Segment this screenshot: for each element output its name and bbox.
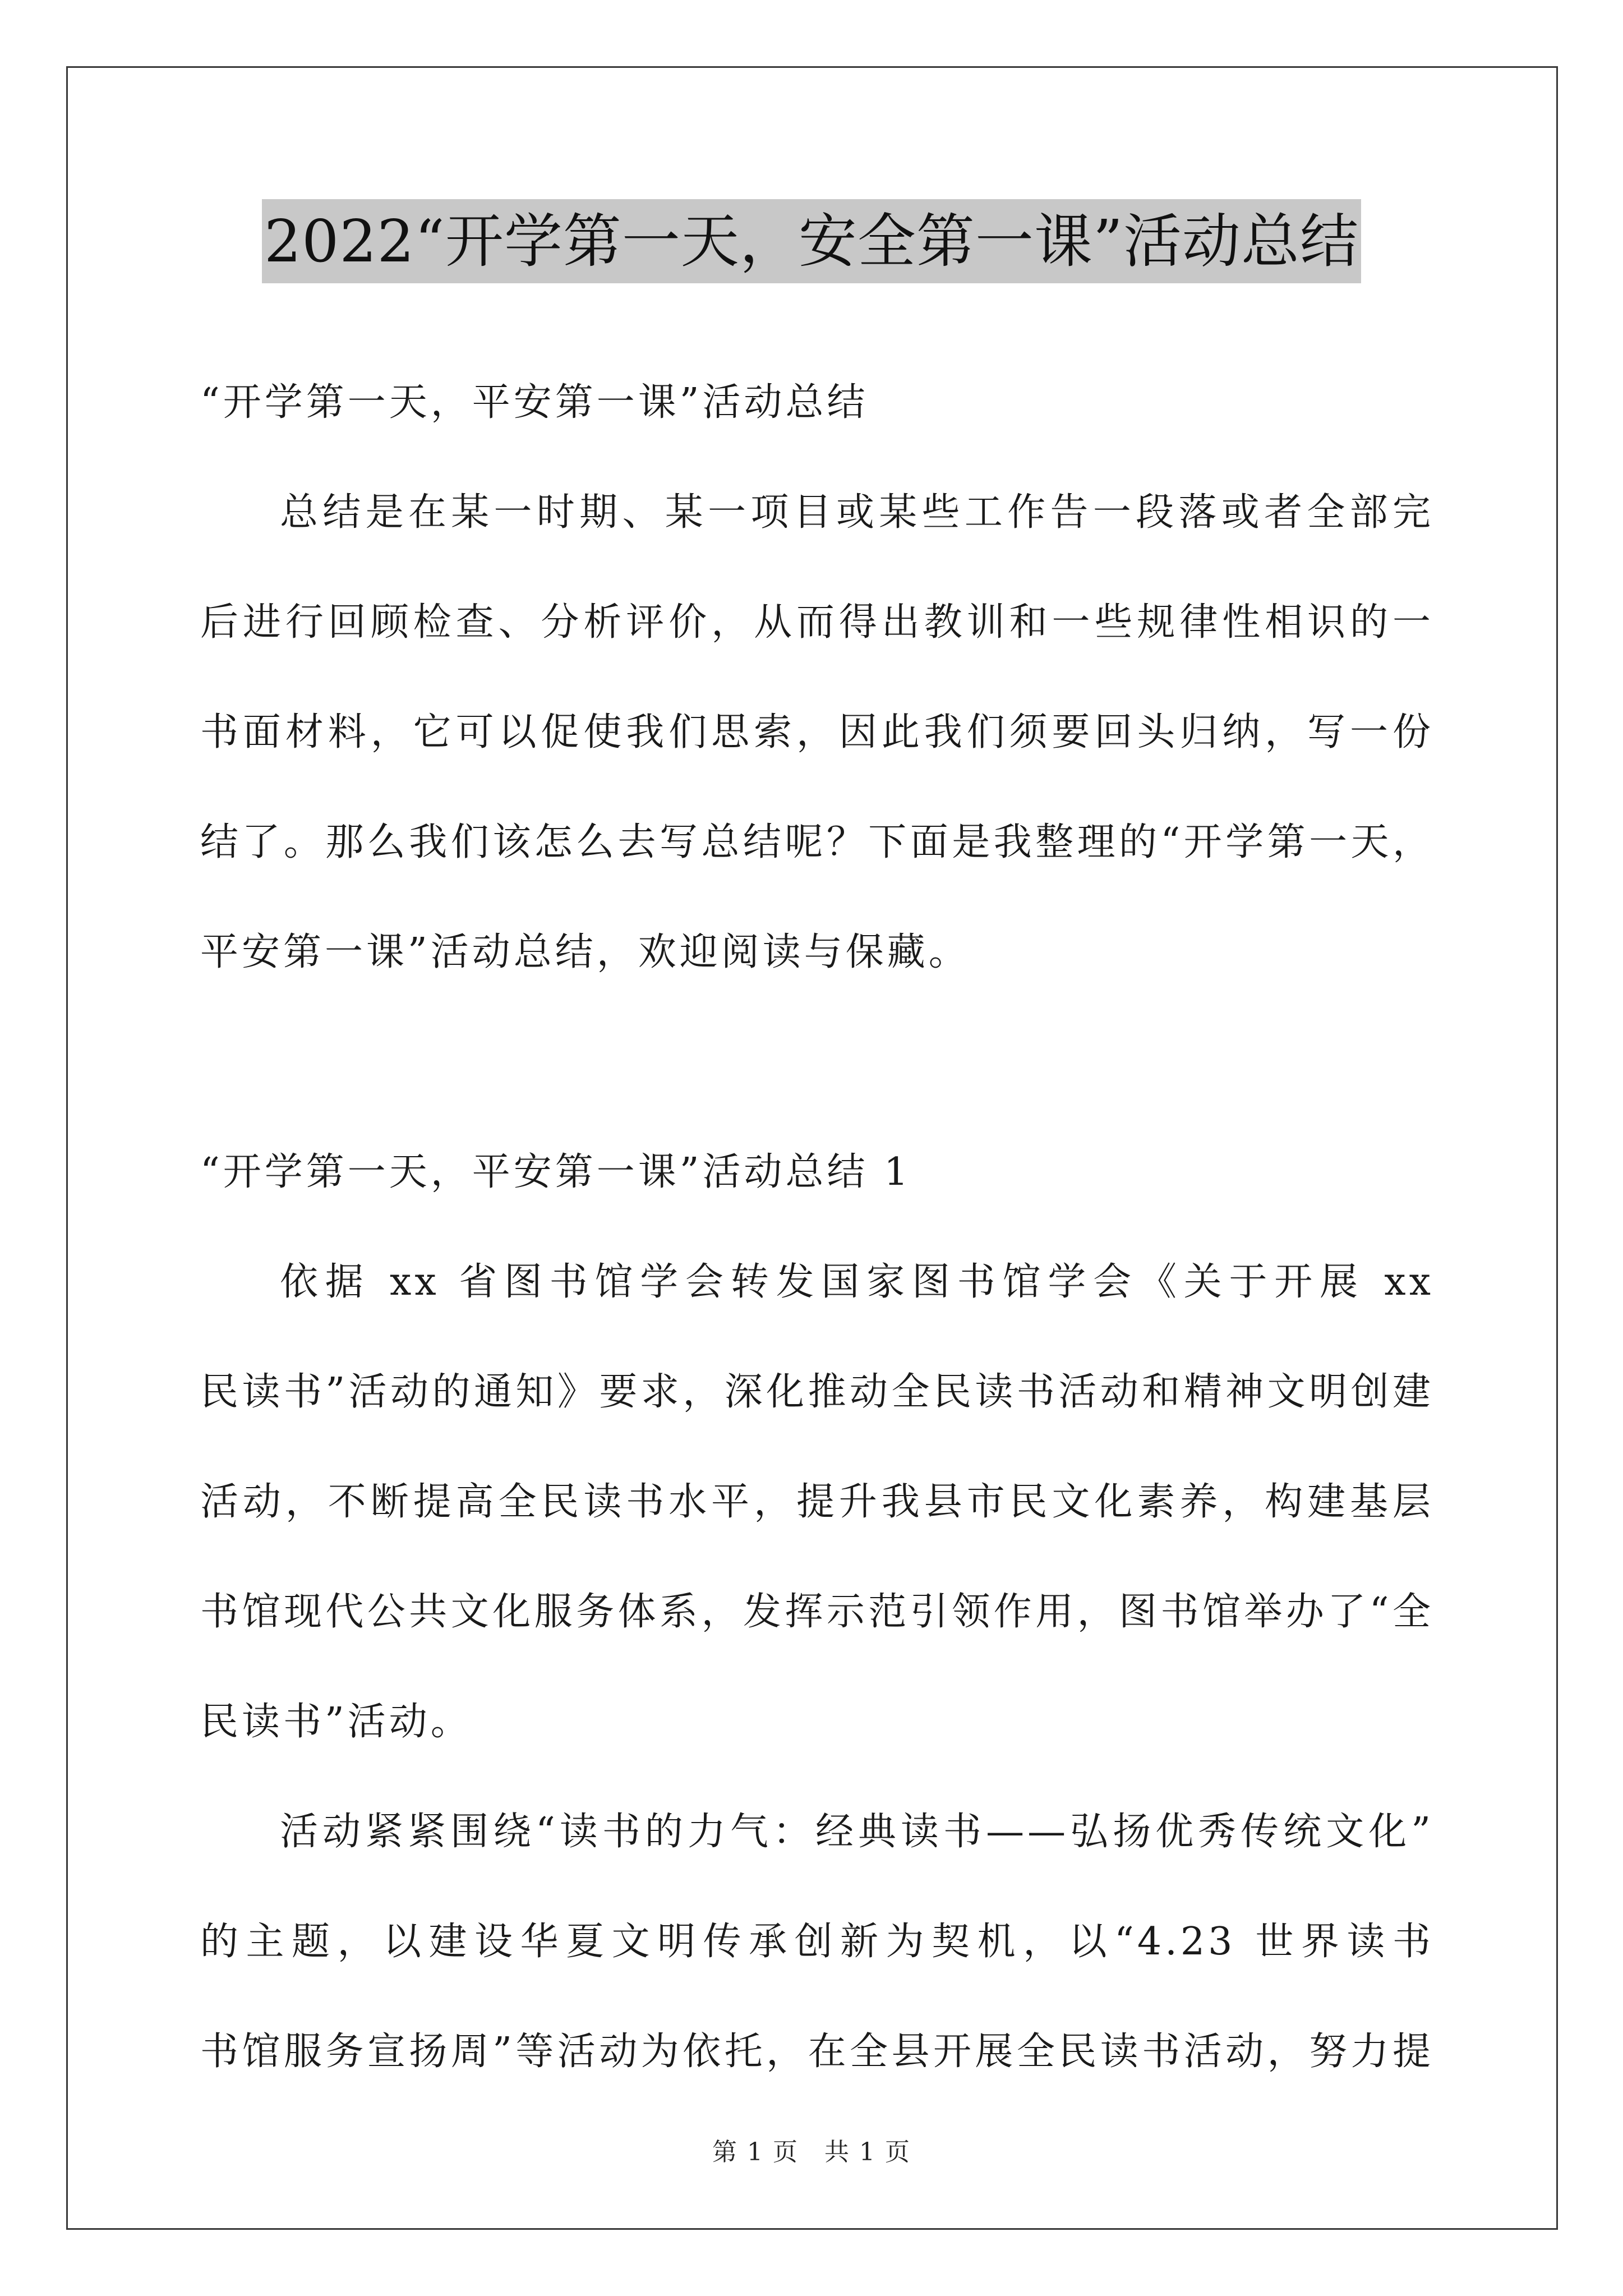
title-container xyxy=(0,199,1623,283)
paragraph-line: 书馆服务宣扬周”等活动为依托，在全县开展全民读书活动，努力提 xyxy=(200,2030,1434,2074)
paragraph-line: 依据 xx 省图书馆学会转发国家图书馆学会《关于开展 xx xyxy=(280,1260,1434,1304)
paragraph-line: 民读书”活动的通知》要求，深化推动全民读书活动和精神文明创建 xyxy=(200,1370,1434,1414)
section-heading: “开学第一天，平安第一课”活动总结 xyxy=(200,380,869,425)
paragraph-gap xyxy=(200,1007,1434,1117)
intro-line: 后进行回顾检查、分析评价，从而得出教训和一些规律性相识的一 xyxy=(200,600,1434,645)
paragraph-line: 活动紧紧围绕“读书的力气：经典读书——弘扬优秀传统文化” xyxy=(280,1810,1434,1854)
page-footer: 第 1 页 共 1 页 xyxy=(712,2138,911,2166)
intro-line: 结了。那么我们该怎么去写总结呢？下面是我整理的“开学第一天， xyxy=(200,820,1434,864)
intro-line: 总结是在某一时期、某一项目或某些工作告一段落或者全部完 xyxy=(280,490,1434,535)
intro-line: 平安第一课”活动总结，欢迎阅读与保藏。 xyxy=(200,930,970,974)
paragraph-line: 书馆现代公共文化服务体系，发挥示范引领作用，图书馆举办了“全 xyxy=(200,1590,1434,1634)
paragraph-line: 活动，不断提高全民读书水平，提升我县市民文化素养，构建基层 xyxy=(200,1480,1434,1524)
paragraph-line: 民读书”活动。 xyxy=(200,1700,472,1744)
document-title: 2022“开学第一天，安全第一课”活动总结 xyxy=(262,199,1361,283)
intro-line: 书面材料，它可以促使我们思索，因此我们须要回头归纳，写一份 xyxy=(200,710,1434,754)
document-body xyxy=(200,348,1434,2107)
section-heading: “开学第一天，平安第一课”活动总结 1 xyxy=(200,1150,912,1194)
paragraph-line: 的主题，以建设华夏文明传承创新为契机，以“4.23 世界读书 xyxy=(200,1920,1434,1964)
